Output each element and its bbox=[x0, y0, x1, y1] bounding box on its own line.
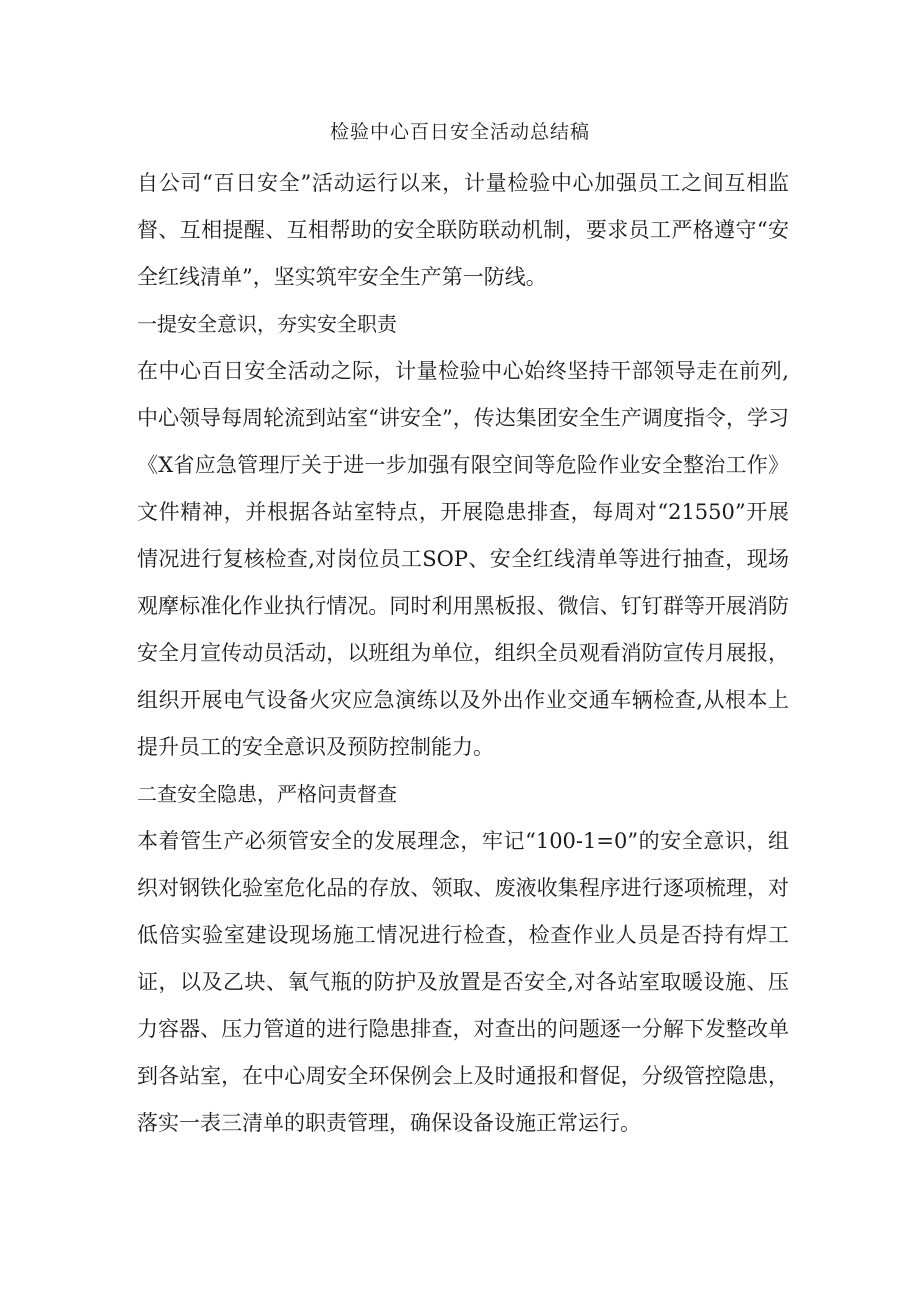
document-body bbox=[137, 160, 789, 1147]
section-2-paragraph: 本着管生产必须管安全的发展理念，牢记“100-1=0”的安全意识，组织对钢铁化验室危化品的存放、领取、废液收集程序进行逐项梳理，对低倍实验室建设现场施工情况进行检查，检查作业人员是否持有焊工证，以及乙块、氧气瓶的防护及放置是否安全,对各站室取暖设施、压力容器、压力管道的进行隐患排查，对查出的问题逐一分解下发整改单到各站室，在中心周安全环保例会上及时通报和督促，分级管控隐患，落实一表三清单的职责管理，确保设备设施正常运行。 bbox=[137, 829, 789, 1135]
section-1-paragraph: 在中心百日安全活动之际，计量检验中心始终坚持干部领导走在前列,中心领导每周轮流到站室“讲安全”，传达集团安全生产调度指令，学习《X省应急管理厅关于进一步加强有限空间等危险作业安全整治工作》文件精神，并根据各站室特点，开展隐患排查，每周对“21550”开展情况进行复核检查,对岗位员工SOP、安全红线清单等进行抽查，现场观摩标准化作业执行情况。同时利用黑板报、微信、钉钉群等开展消防安全月宣传动员活动，以班组为单位，组织全员观看消防宣传月展报，组织开展电气设备火灾应急演练以及外出作业交通车辆检查,从根本上提升员工的安全意识及预防控制能力。 bbox=[137, 359, 789, 759]
section-heading-1: 一提安全意识，夯实安全职责 bbox=[137, 312, 397, 336]
intro-paragraph: 自公司“百日安全”活动运行以来，计量检验中心加强员工之间互相监督、互相提醒、互相帮助的安全联防联动机制，要求员工严格遵守“安全红线清单”，坚实筑牢安全生产第一防线。 bbox=[137, 171, 789, 289]
section-heading-2: 二查安全隐患，严格问责督查 bbox=[137, 782, 397, 806]
document-title: 检验中心百日安全活动总结稿 bbox=[329, 121, 590, 143]
